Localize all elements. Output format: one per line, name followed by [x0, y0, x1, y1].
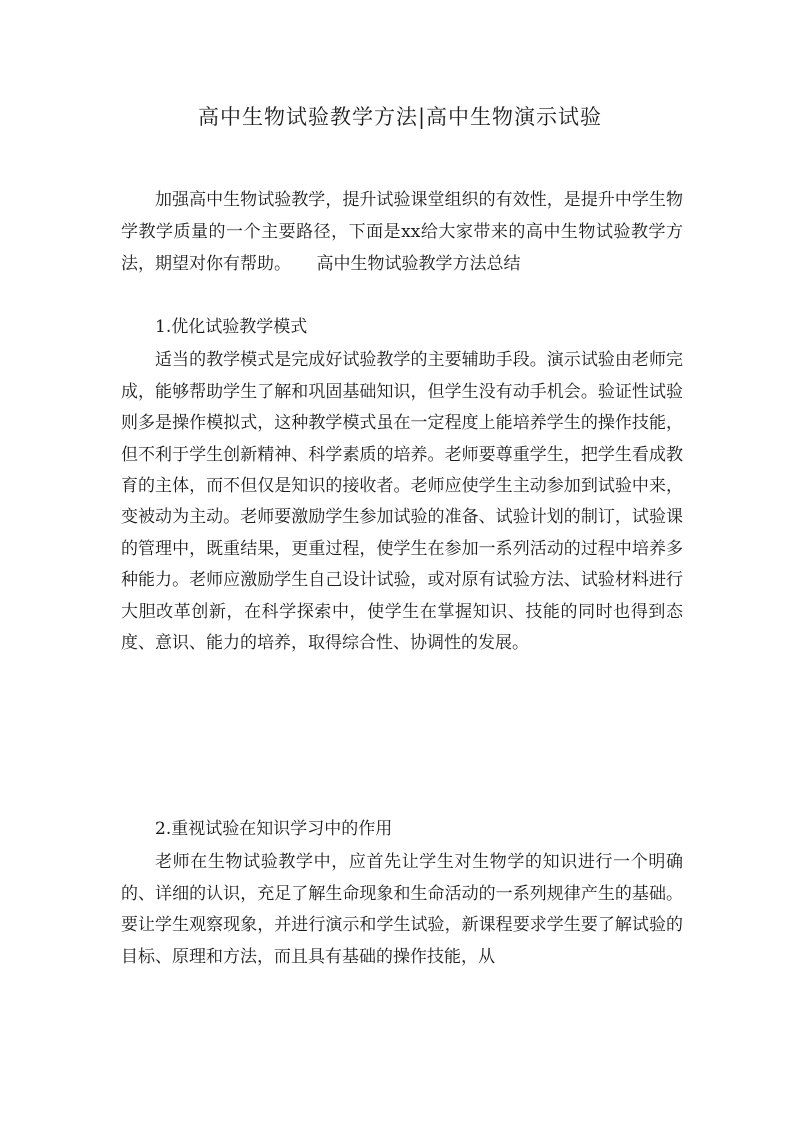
section-heading: 1.优化试验教学模式	[155, 317, 308, 337]
section-1	[121, 312, 683, 659]
section-paragraph: 老师在生物试验教学中，应首先让学生对生物学的知识进行一个明确的、详细的认识，充足了解生命现象和生命活动的一系列规律产生的基础。要让学生观察现象，并进行演示和学生试验，新课程要求学生要了解试验的目标、原理和方法，而且具有基础的操作技能，从	[121, 852, 683, 967]
section-2	[121, 814, 683, 973]
page-title: 高中生物试验教学方法|高中生物演示试验	[197, 105, 603, 129]
section-paragraph: 适当的教学模式是完成好试验教学的主要辅助手段。演示试验由老师完成，能够帮助学生了解和巩固基础知识，但学生没有动手机会。验证性试验则多是操作模拟式，这种教学模式虽在一定程度上能培养学生的操作技能，但不利于学生创新精神、科学素质的培养。老师要尊重学生，把学生看成教育的主体，而不但仅是知识的接收者。老师应使学生主动参加到试验中来，变被动为主动。老师要激励学生参加试验的准备、试验计划的制订，试验课的管理中，既重结果，更重过程，使学生在参加一系列活动的过程中培养多种能力。老师应激励学生自己设计试验，或对原有试验方法、试验材料进行大胆改革创新，在科学探索中，使学生在掌握知识、技能的同时也得到态度、意识、能力的培养，取得综合性、协调性的发展。	[121, 350, 683, 654]
intro-paragraph: 加强高中生物试验教学，提升试验课堂组织的有效性，是提升中学生物学教学质量的一个主要路径，下面是xx给大家带来的高中生物试验教学方法，期望对你有帮助。 高中生物试验教学方法总结	[121, 190, 683, 274]
document-body	[121, 184, 683, 280]
section-heading: 2.重视试验在知识学习中的作用	[155, 819, 393, 839]
